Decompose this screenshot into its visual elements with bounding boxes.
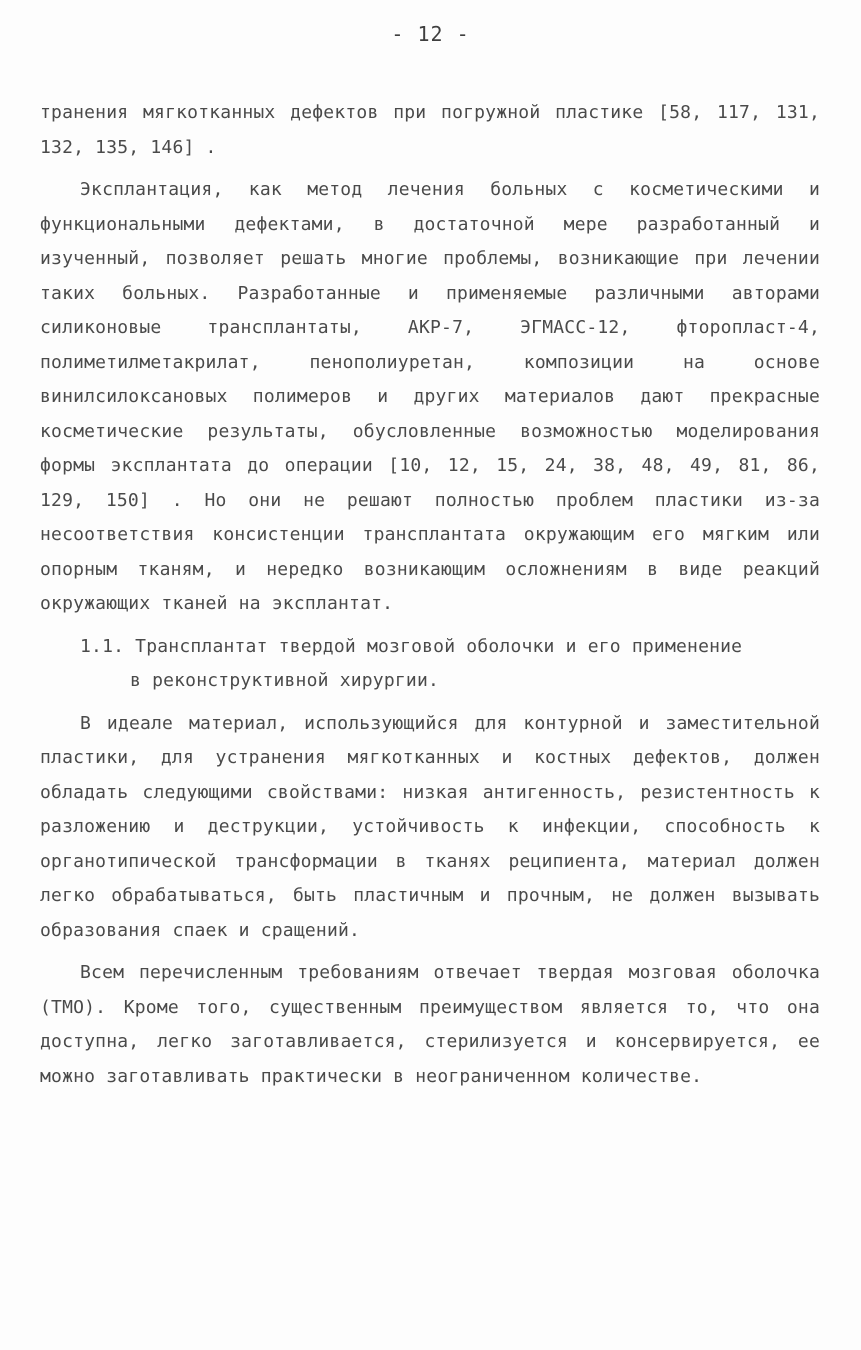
- paragraph-1: транения мягкотканных дефектов при погружной пластике [58, 117, 131, 132, 135, 146] .: [40, 102, 820, 158]
- page-number: - 12 -: [391, 22, 470, 46]
- section-heading-line-2: в реконструктивной хирургии.: [130, 670, 440, 691]
- paragraph-4: Всем перечисленным требованиям отвечает твердая мозговая оболочка (ТМО). Кроме того, существенным преимуществом является то, что она доступна, легко заготавливается, стерилизуется и консервируется, ее можно заготавливать практически в неограниченном количестве.: [40, 962, 820, 1087]
- body-text: [40, 96, 820, 1094]
- paragraph-3: В идеале материал, использующийся для контурной и заместительной пластики, для устранения мягкотканных и костных дефектов, должен обладать следующими свойствами: низкая антигенность, резистентность к разложению и деструкции, устойчивость к инфекции, способность к органотипической трансформации в тканях реципиента, материал должен легко обрабатываться, быть пластичным и прочным, не должен вызывать образования спаек и сращений.: [40, 712, 820, 941]
- paragraph-2: Эксплантация, как метод лечения больных с косметическими и функциональными дефектами, в достаточной мере разработанный и изученный, позволяет решать многие проблемы, возникающие при лечении таких больных. Разработанные и применяемые различными авторами силиконовые трансплантаты, АКР-7, ЭГМАСС-12, фторопласт-4, полиметилметакрилат, пенополиуретан, композиции на основе винилсилоксановых полимеров и других материалов дают прекрасные косметические результаты, обусловленные возможностью моделирования формы эксплантата до операции [10, 12, 15, 24, 38, 48, 49, 81, 86, 129, 150] . Но они не решают полностью проблем пластики из-за несоответствия консистенции трансплантата окружающим его мягким или опорным тканям, и нередко возникающим осложнениям в виде реакций окружающих тканей на эксплантат.: [40, 179, 820, 614]
- section-heading: [40, 630, 820, 699]
- section-heading-line-1: 1.1. Трансплантат твердой мозговой оболочки и его применение: [80, 635, 743, 657]
